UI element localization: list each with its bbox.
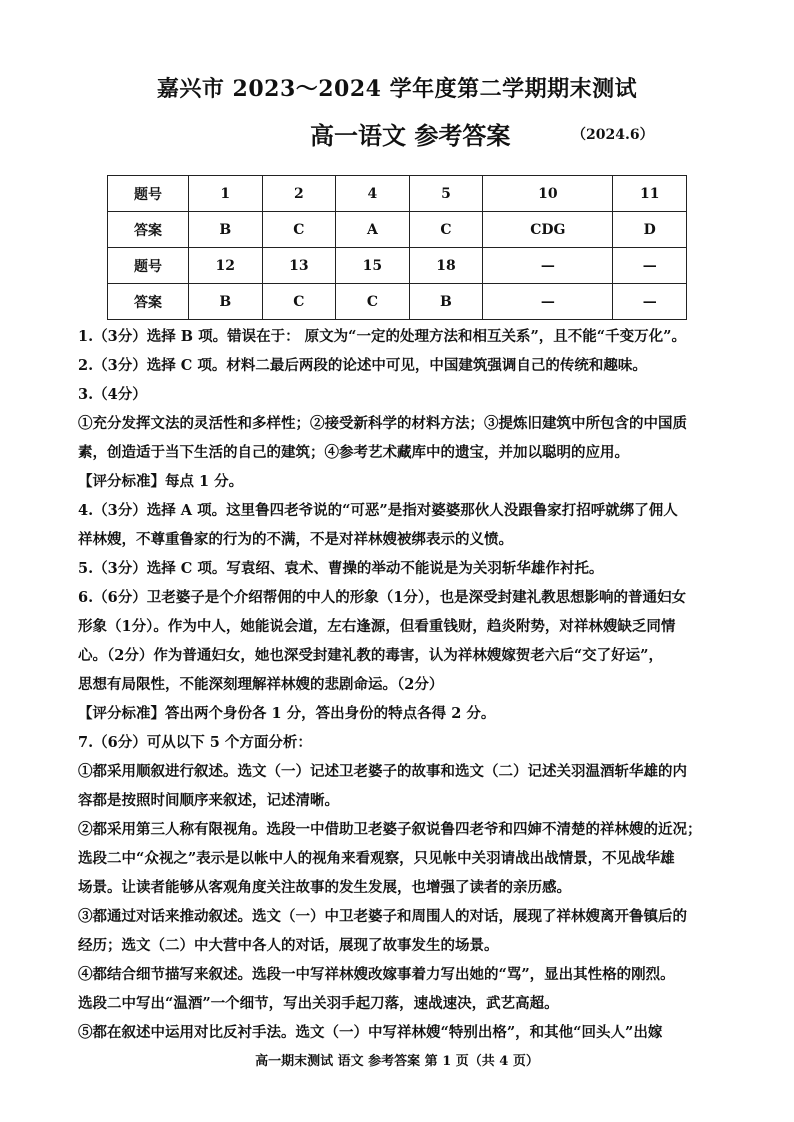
text-line: ①充分发挥文法的灵活性和多样性；②接受新科学的材料方法；③提炼旧建筑中所包含的中国质 — [78, 415, 687, 432]
text-line: 选段二中“众视之”表示是以帐中人的视角来看观察，只见帐中关羽请战出战情景，不见战华雄 — [78, 850, 675, 867]
answer-table-row — [108, 176, 687, 212]
text-line: 【评分标准】每点 1 分。 — [78, 473, 244, 490]
text-line: 场景。让读者能够从客观角度关注故事的发生发展，也增强了读者的亲历感。 — [78, 879, 571, 896]
table-cell: 2 — [262, 176, 336, 212]
text-line: ④都结合细节描写来叙述。选段一中写祥林嫂改嫁事着力写出她的“骂”，显出其性格的刚烈。 — [78, 966, 675, 983]
table-cell: 5 — [409, 176, 483, 212]
table-cell: 10 — [483, 176, 613, 212]
text-line: 形象（1分）。作为中人，她能说会道，左右逢源，但看重钱财，趋炎附势，对祥林嫂缺乏同情 — [78, 618, 676, 635]
answer-table-row — [108, 248, 687, 284]
text-line: 思想有局限性，不能深刻理解祥林嫂的悲剧命运。（2分） — [78, 676, 444, 693]
text-line: 6.（6分）卫老婆子是个介绍帮佣的中人的形象（1分），也是深受封建礼教思想影响的普通妇女 — [78, 589, 687, 606]
table-cell: 4 — [336, 176, 410, 212]
page-title: 嘉兴市 2023～2024 学年度第二学期期末测试 — [156, 76, 638, 102]
table-row-header: 答案 — [108, 212, 189, 248]
text-line: 经历；选文（二）中大营中各人的对话，展现了故事发生的场景。 — [78, 937, 499, 954]
page-footer: 高一期末测试 语文 参考答案 第 1 页（共 4 页） — [255, 1054, 539, 1069]
text-line: 5.（3分）选择 C 项。写袁绍、袁术、曹操的举动不能说是为关羽斩华雄作衬托。 — [78, 560, 604, 577]
table-cell: C — [262, 212, 336, 248]
table-row-header: 题号 — [108, 248, 189, 284]
answer-table-row — [108, 284, 687, 320]
text-line: 3.（4分） — [78, 386, 147, 403]
table-cell: 15 — [336, 248, 410, 284]
table-cell: B — [189, 212, 263, 248]
text-line: 容都是按照时间顺序来叙述，记述清晰。 — [78, 792, 339, 809]
answer-table — [107, 175, 687, 320]
table-cell: 11 — [613, 176, 687, 212]
text-line: 【评分标准】答出两个身份各 1 分，答出身份的特点各得 2 分。 — [78, 705, 496, 722]
answer-explanations — [78, 322, 718, 1047]
page-subtitle: 高一语文 参考答案 — [310, 121, 511, 150]
subtitle-row — [300, 116, 660, 150]
table-cell: C — [262, 284, 336, 320]
text-line: 7.（6分）可从以下 5 个方面分析： — [78, 734, 312, 751]
table-cell: 13 — [262, 248, 336, 284]
table-cell: D — [613, 212, 687, 248]
text-line: 祥林嫂，不尊重鲁家的行为的不满，不是对祥林嫂被绑表示的义愤。 — [78, 531, 513, 548]
text-line: 2.（3分）选择 C 项。材料二最后两段的论述中可见，中国建筑强调自己的传统和趣味。 — [78, 357, 647, 374]
text-line: 1.（3分）选择 B 项。错误在于： 原文为“一定的处理方法和相互关系”，且不能“千变万化”。 — [78, 328, 686, 345]
text-line: 心。（2分）作为普通妇女，她也深受封建礼教的毒害，认为祥林嫂嫁贺老六后“交了好运”， — [78, 647, 664, 664]
text-line: 4.（3分）选择 A 项。这里鲁四老爷说的“可恶”是指对婆婆那伙人没跟鲁家打招呼就绑了佣人 — [78, 502, 678, 519]
text-line: 素，创造适于当下生活的自己的建筑；④参考艺术藏库中的遗宝，并加以聪明的应用。 — [78, 444, 629, 461]
table-cell: — — [613, 248, 687, 284]
table-cell: B — [189, 284, 263, 320]
table-cell: — — [483, 284, 613, 320]
text-line: 选段二中写出“温酒”一个细节，写出关羽手起刀落，速战速决，武艺高超。 — [78, 995, 559, 1012]
table-cell: CDG — [483, 212, 613, 248]
text-line: ①都采用顺叙进行叙述。选文（一）记述卫老婆子的故事和选文（二）记述关羽温酒斩华雄的内 — [78, 763, 687, 780]
table-cell: 1 — [189, 176, 263, 212]
text-line: ②都采用第三人称有限视角。选段一中借助卫老婆子叙说鲁四老爷和四婶不清楚的祥林嫂的近况； — [78, 821, 702, 838]
text-line: ③都通过对话来推动叙述。选文（一）中卫老婆子和周围人的对话，展现了祥林嫂离开鲁镇后的 — [78, 908, 687, 925]
answer-table-row — [108, 212, 687, 248]
table-row-header: 题号 — [108, 176, 189, 212]
exam-date: （2024.6） — [572, 127, 654, 143]
table-cell: A — [336, 212, 410, 248]
table-cell: C — [336, 284, 410, 320]
table-cell: — — [483, 248, 613, 284]
table-cell: C — [409, 212, 483, 248]
table-row-header: 答案 — [108, 284, 189, 320]
table-cell: 18 — [409, 248, 483, 284]
table-cell: B — [409, 284, 483, 320]
table-cell: 12 — [189, 248, 263, 284]
text-line: ⑤都在叙述中运用对比反衬手法。选文（一）中写祥林嫂“特别出格”，和其他“回头人”出嫁 — [78, 1024, 663, 1041]
table-cell: — — [613, 284, 687, 320]
